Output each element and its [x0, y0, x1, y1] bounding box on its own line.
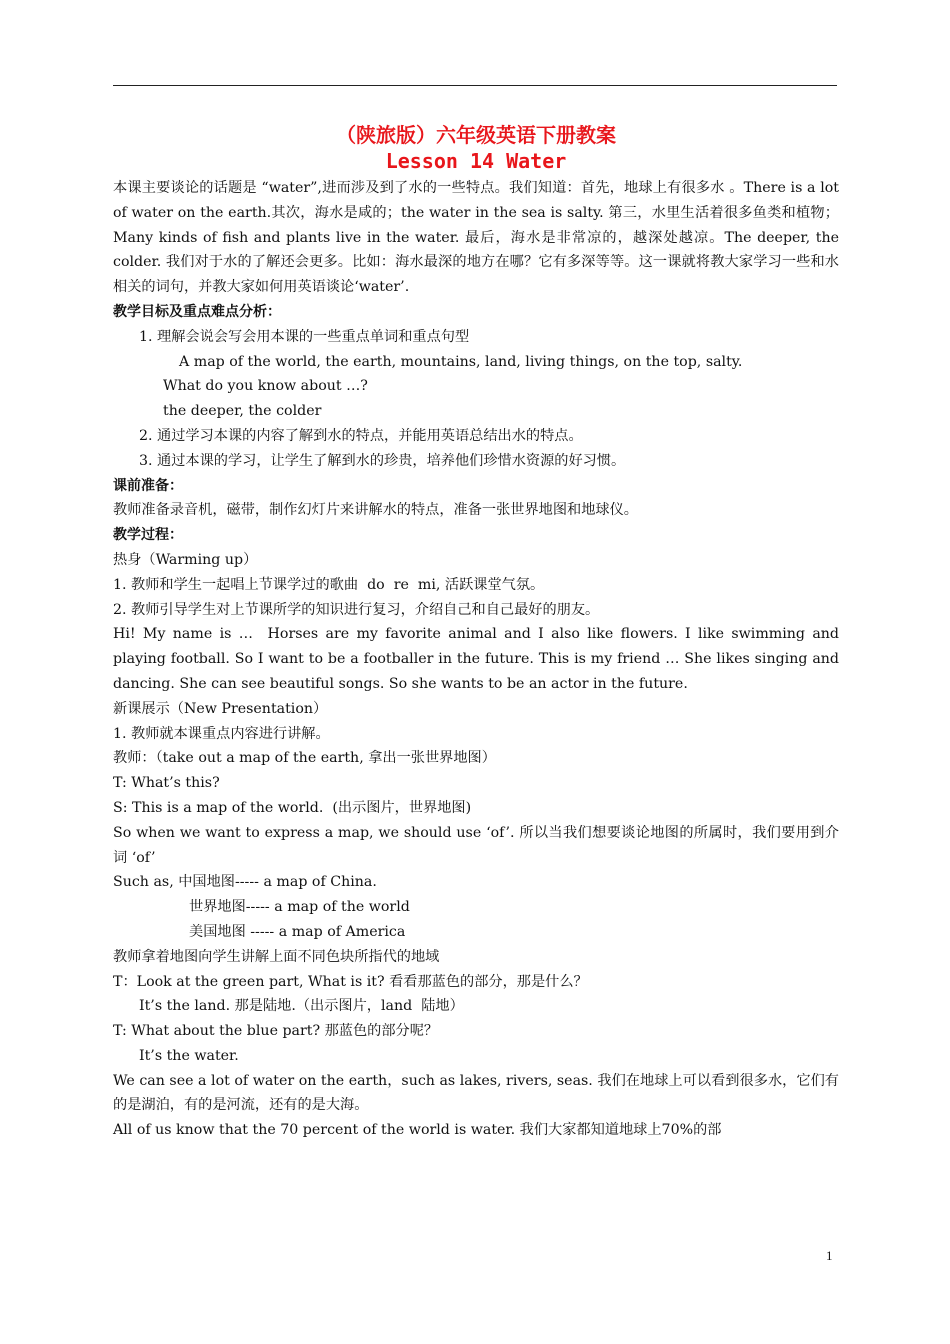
objectives-heading: 教学目标及重点难点分析： — [113, 303, 281, 320]
presentation-line: 美国地图 ----- a map of America — [189, 923, 406, 940]
presentation-line: T: What’s this? — [113, 775, 220, 792]
presentation-line: T：Look at the green part, What is it? 看看那蓝色的部分，那是什么？ — [113, 973, 588, 990]
presentation-step-1: 1. 教师就本课重点内容进行讲解。 — [113, 725, 330, 742]
page-title: （陕旅版）六年级英语下册教案 — [336, 123, 616, 147]
presentation-line: It’s the water. — [139, 1047, 239, 1064]
presentation-line: It’s the land. 那是陆地.（出示图片，land 陆地） — [139, 998, 464, 1015]
warmup-heading: 热身（Warming up） — [113, 551, 258, 568]
objective-vocab: A map of the world, the earth, mountains, land, living things, on the top, salty. — [179, 353, 743, 370]
presentation-line: 教师拿着地图向学生讲解上面不同色块所指代的地域 — [113, 948, 440, 965]
warmup-dialogue: Hi! My name is … Horses are my favorite animal and I also like flowers. I like swimming and playing football. So I want to be a footballer in the future. This is my friend … She likes singing and dancing. She can see beautiful songs. So she wants to be an actor in the future. — [113, 626, 844, 692]
presentation-heading: 新课展示（New Presentation） — [113, 700, 328, 717]
presentation-line: We can see a lot of water on the earth，such as lakes, rivers, seas. 我们在地球上可以看到很多水，它们有的是湖泊，有的是河流，还有的是大海。 — [113, 1072, 839, 1114]
presentation-line: 教师：（take out a map of the earth, 拿出一张世界地图） — [113, 750, 496, 767]
prep-heading: 课前准备： — [113, 477, 183, 494]
warmup-step-1: 1. 教师和学生一起唱上节课学过的歌曲 do re mi, 活跃课堂气氛。 — [113, 576, 545, 593]
presentation-line: T: What about the blue part? 那蓝色的部分呢？ — [113, 1023, 439, 1040]
objective-phrase-2: the deeper, the colder — [163, 403, 322, 420]
page-number: 1 — [826, 1248, 833, 1263]
document-body — [113, 122, 844, 1143]
objective-item-2: 2. 通过学习本课的内容了解到水的特点，并能用英语总结出水的特点。 — [139, 427, 583, 444]
presentation-line: S: This is a map of the world. (出示图片，世界地图) — [113, 799, 472, 816]
warmup-step-2: 2. 教师引导学生对上节课所学的知识进行复习，介绍自己和自己最好的朋友。 — [113, 601, 600, 618]
presentation-line: 世界地图----- a map of the world — [189, 899, 410, 916]
lesson-title: Lesson 14 Water — [385, 149, 567, 173]
presentation-line: Such as, 中国地图----- a map of China. — [113, 874, 377, 891]
process-heading: 教学过程： — [113, 527, 183, 544]
intro-paragraph: 本课主要谈论的话题是 “water”,进而涉及到了水的一些特点。我们知道：首先，地球上有很多水 。There is a lot of water on the earth.其次，海水是咸的；the water in the sea is salty. 第三，水里生活着很多鱼类和植物；Many kinds of fish and plants live in the water. 最后，海水是非常凉的，越深处越凉。The deeper, the colder. 我们对于水的了解还会更多。比如：海水最深的地方在哪？它有多深等等。这一课就将教大家学习一些和水相关的词句，并教大家如何用英语谈论‘water’. — [113, 180, 844, 296]
objective-item-1: 1. 理解会说会写会用本课的一些重点单词和重点句型 — [139, 328, 470, 345]
presentation-line: All of us know that the 70 percent of the world is water. 我们大家都知道地球上70%的部 — [113, 1122, 722, 1139]
objective-item-3: 3. 通过本课的学习，让学生了解到水的珍贵，培养他们珍惜水资源的好习惯。 — [139, 452, 626, 469]
prep-text: 教师准备录音机，磁带，制作幻灯片来讲解水的特点，准备一张世界地图和地球仪。 — [113, 502, 638, 519]
header-rule — [113, 85, 837, 86]
objective-phrase-1: What do you know about …? — [163, 378, 368, 395]
presentation-line: So when we want to express a map, we should use ‘of’. 所以当我们想要谈论地图的所属时，我们要用到介词 ‘of’ — [113, 824, 839, 866]
